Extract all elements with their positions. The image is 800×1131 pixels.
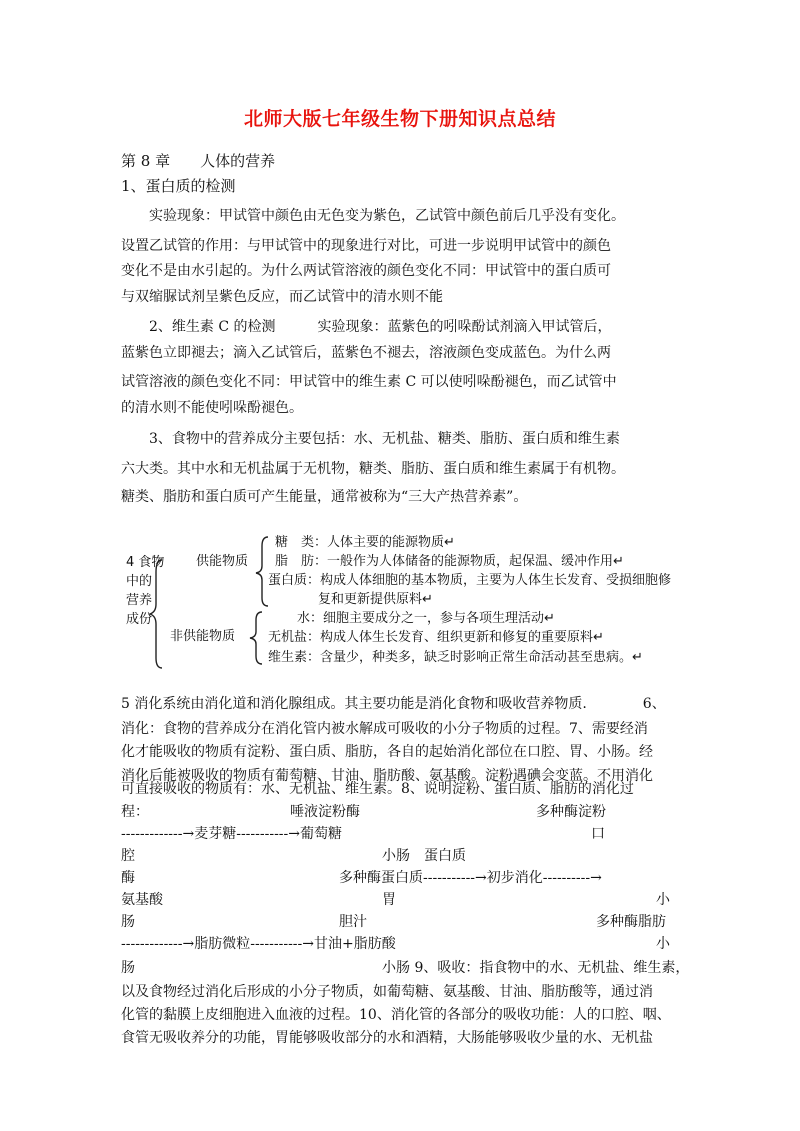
chapter-heading: 第 8 章 人体的营养 xyxy=(121,152,276,170)
process-arrow-starch: -------------→麦芽糖-----------→葡萄糖 xyxy=(121,826,342,842)
process-text: 小 xyxy=(656,892,670,908)
para9-line: 食管无吸收养分的功能，胃能够吸收部分的水和酒精，大肠能够吸收少量的水、无机盐 xyxy=(121,1030,653,1046)
process-arrow-fat: -------------→脂肪微粒-----------→甘油+脂肪酸 xyxy=(121,936,396,952)
process-text: 多种酶淀粉 xyxy=(536,804,606,820)
process-text: 程： xyxy=(121,804,149,820)
para1-line: 实验现象：甲试管中颜色由无色变为紫色，乙试管中颜色前后几乎没有变化。 xyxy=(149,208,625,224)
para3-line: 糖类、脂肪和蛋白质可产生能量，通常被称为“三大产热营养素”。 xyxy=(121,489,528,505)
para3-line: 六大类。其中水和无机盐属于无机物，糖类、脂肪、蛋白质和维生素属于有机物。 xyxy=(121,461,625,477)
process-text: 酶 xyxy=(121,870,135,886)
mindmap-root-line: 中的 xyxy=(126,574,153,589)
para2-line: 2、维生素 C 的检测 实验现象：蓝紫色的吲哚酚试剂滴入甲试管后， xyxy=(149,319,612,335)
process-text: 口 xyxy=(591,826,605,842)
process-text: 肠 xyxy=(121,914,135,930)
para2-line: 的清水则不能使吲哚酚褪色。 xyxy=(121,400,303,416)
mindmap-root-line: 成份 xyxy=(126,612,153,627)
para5-line: 化才能吸收的物质有淀粉、蛋白质、脂肪，各自的起始消化部位在口腔、胃、小肠。经 xyxy=(121,744,653,760)
para5-line: 消化：食物的营养成分在消化管内被水解成可吸收的小分子物质的过程。7、需要经消 xyxy=(121,721,648,737)
para9-line: 以及食物经过消化后形成的小分子物质，如葡萄糖、氨基酸、甘油、脂肪酸等，通过消 xyxy=(121,984,653,1000)
section-heading: 1、蛋白质的检测 xyxy=(121,177,236,195)
para3-line: 3、食物中的营养成分主要包括：水、无机盐、糖类、脂肪、蛋白质和维生素 xyxy=(149,431,620,447)
mindmap-item-minerals: 无机盐：构成人体生长发育、组织更新和修复的重要原料↵ xyxy=(268,630,604,645)
mindmap-root xyxy=(126,553,164,629)
para5-line: 可直接吸收的物质有：水、无机盐、维生素。8、说明淀粉、蛋白质、脂肪的消化过 xyxy=(121,781,634,797)
process-text: 肠 xyxy=(121,960,135,976)
mindmap-item-fat: 脂 肪：一般作为人体储备的能源物质，起保温、缓冲作用↵ xyxy=(275,554,624,569)
para5-line: 5 消化系统由消化道和消化腺组成。其主要功能是消化食物和吸收营养物质. 6、 xyxy=(121,696,666,712)
para2-line: 试管溶液的颜色变化不同：甲试管中的维生素 C 可以使吲哚酚褪色，而乙试管中 xyxy=(121,374,617,390)
process-text: 唾液淀粉酶 xyxy=(290,804,360,820)
process-text: 多种酶脂肪 xyxy=(596,914,666,930)
process-text: 小肠 9、吸收：指食物中的水、无机盐、维生素， xyxy=(382,960,690,976)
process-text: 小 xyxy=(656,936,670,952)
para9-line: 化管的黏膜上皮细胞进入血液的过程。10、消化管的各部分的吸收功能：人的口腔、咽、 xyxy=(121,1007,671,1023)
process-text: 胃 xyxy=(382,892,396,908)
para5-line: 消化后能被吸收的物质有葡萄糖、甘油、脂肪酸、氨基酸。淀粉遇碘会变蓝。不用消化 xyxy=(121,768,653,784)
mindmap-root-line: 营养 xyxy=(126,593,153,608)
para1-line: 变化不是由水引起的。为什么两试管溶液的颜色变化不同：甲试管中的蛋白质可 xyxy=(121,263,611,279)
process-arrow-protein: 多种酶蛋白质-----------→初步消化----------→ xyxy=(339,870,602,886)
mindmap-energy-group: 供能物质 xyxy=(196,554,249,569)
mindmap-item-protein: 蛋白质：构成人体细胞的基本物质，主要为人体生长发育、受损细胞修 xyxy=(268,573,672,588)
para1-line: 设置乙试管的作用：与甲试管中的现象进行对比，可进一步说明甲试管中的颜色 xyxy=(121,238,611,254)
para1-line: 与双缩脲试剂呈紫色反应，而乙试管中的清水则不能 xyxy=(121,289,443,305)
mindmap-item-protein-cont: 复和更新提供原料↵ xyxy=(318,592,433,607)
mindmap-item-sugar: 糖 类：人体主要的能源物质↵ xyxy=(275,535,455,550)
process-text: 腔 xyxy=(121,848,135,864)
mindmap-item-vitamins: 维生素：含量少，种类多，缺乏时影响正常生命活动甚至患病。↵ xyxy=(268,650,643,665)
document-title: 北师大版七年级生物下册知识点总结 xyxy=(243,108,556,130)
process-text: 小肠 蛋白质 xyxy=(382,848,466,864)
process-text: 氨基酸 xyxy=(121,892,163,908)
process-text: 胆汁 xyxy=(339,914,367,930)
mindmap-item-water: 水：细胞主要成分之一，参与各项生理活动↵ xyxy=(297,611,555,626)
para2-line: 蓝紫色立即褪去；滴入乙试管后，蓝紫色不褪去，溶液颜色变成蓝色。为什么两 xyxy=(121,345,611,361)
mindmap-nonenergy-group: 非供能物质 xyxy=(170,629,236,644)
mindmap-root-line: 4 食物 xyxy=(126,555,165,570)
